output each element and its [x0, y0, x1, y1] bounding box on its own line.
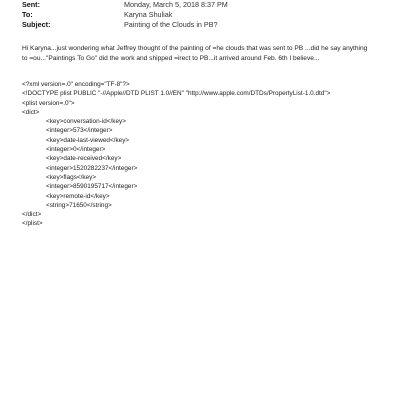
- plist-line: </plist>: [22, 220, 43, 228]
- sent-value: Monday, March 5, 2018 8:37 PM: [124, 0, 228, 9]
- plist-block: [22, 80, 392, 229]
- plist-line: <key>date-last-viewed</key>: [46, 136, 130, 144]
- plist-line: <integer>0</integer>: [46, 146, 106, 154]
- email-body: [22, 44, 392, 64]
- to-row: [22, 10, 392, 20]
- plist-line: <key>date-received</key>: [46, 155, 122, 163]
- sent-label: Sent:: [22, 0, 40, 9]
- to-label: To:: [22, 10, 33, 19]
- subject-label: Subject:: [22, 20, 51, 29]
- sent-row: [22, 0, 392, 10]
- plist-line: <integer>8590195717</integer>: [46, 183, 138, 191]
- plist-line: </dict>: [22, 211, 42, 219]
- plist-line: <!DOCTYPE plist PUBLIC "-//Apple//DTD PLIST 1.0//EN" "http://www.apple.com/DTDs/PropertyList-1.0.dtd">: [22, 90, 331, 98]
- plist-line: <key>remote-id</key>: [46, 192, 110, 200]
- body-line: Hi Karyna...just wondering what Jeffrey thought of the painting of =he clouds that was sent to PB ...did he say anything: [22, 45, 368, 52]
- plist-line: <key>conversation-id</key>: [46, 118, 126, 126]
- plist-line: <integer>573</integer>: [46, 127, 113, 135]
- subject-value: Painting of the Clouds in PB?: [124, 20, 218, 29]
- body-line: to =ou..."Paintings To Go" did the work and shipped =irect to PB...it arrived around Feb. 6th I believe...: [22, 54, 320, 62]
- plist-line: <integer>1520282237</integer>: [46, 164, 138, 172]
- subject-row: [22, 20, 392, 30]
- plist-line: <dict>: [22, 108, 40, 116]
- plist-line: <?xml version=.0" encoding="TF-8"?>: [22, 81, 130, 88]
- plist-line: <string>71650</string>: [46, 201, 112, 209]
- plist-line: <key>flags</key>: [46, 173, 97, 181]
- email-header: [22, 0, 392, 30]
- to-value: Karyna Shuliak: [124, 10, 173, 19]
- plist-line: <plist version=.0">: [22, 99, 75, 107]
